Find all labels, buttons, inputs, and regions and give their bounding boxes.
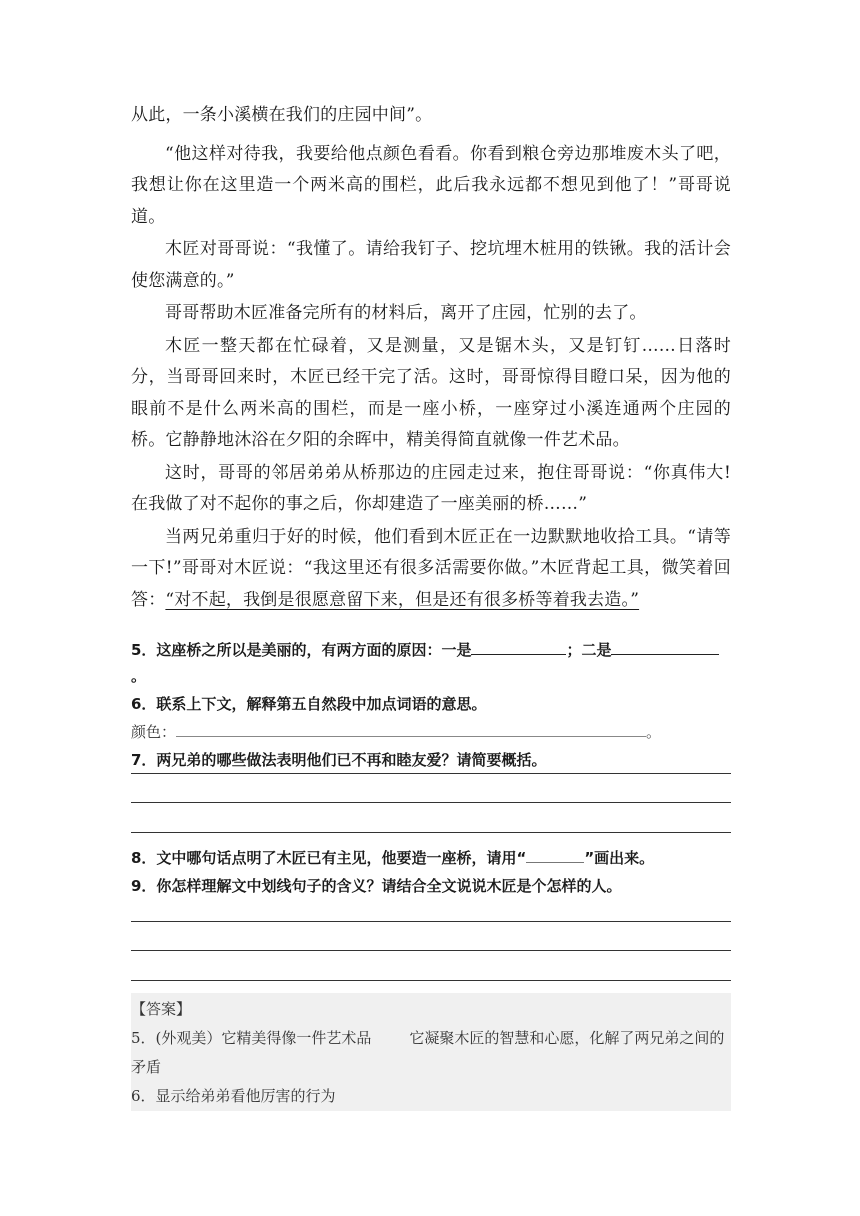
field-label: 颜色：: [131, 723, 177, 741]
question-5: [131, 637, 731, 689]
answer-blank[interactable]: [611, 640, 719, 655]
answer-section: [131, 993, 731, 1111]
answer-6: 6．显示给弟弟看他厉害的行为: [131, 1087, 336, 1105]
questions: [131, 637, 731, 773]
answer-line[interactable]: [131, 773, 731, 774]
passage-paragraph: 哥哥帮助木匠准备完所有的材料后，离开了庄园，忙别的去了。: [165, 303, 647, 323]
answer-line[interactable]: [131, 921, 731, 922]
question-6: 6．联系上下文，解释第五自然段中加点词语的意思。: [131, 695, 487, 713]
underline-sample: [526, 848, 584, 863]
field-end: 。: [646, 723, 662, 741]
question-8-text: 8．文中哪句话点明了木匠已有主见，他要造一座桥，请用“: [131, 849, 527, 867]
passage-paragraph: 木匠一整天都在忙碌着，又是测量，又是锯木头，又是钉钉……日落时分，当哥哥回来时，木匠已经干完了活。这时，哥哥惊得目瞪口呆，因为他的眼前不是什么两米高的围栏，而是一座小桥，一座穿过小溪连通两个庄园的桥。它静静地沐浴在夕阳的余晖中，精美得简直就像一件艺术品。: [131, 335, 731, 450]
answer-5-part-2: 它凝聚木匠的智慧和心愿，化解了两兄弟之间的矛盾: [131, 1029, 725, 1076]
question-5-text: 。: [131, 667, 147, 685]
answer-5-part-1: 5．(外观美）它精美得像一件艺术品: [131, 1029, 372, 1047]
underlined-sentence: “对不起，我倒是很愿意留下来，但是还有很多桥等着我去造。”: [165, 589, 640, 610]
answer-line[interactable]: [131, 980, 731, 981]
question-6-field: [131, 719, 731, 745]
questions-2: [131, 845, 731, 899]
passage-paragraph: 从此，一条小溪横在我们的庄园中间”。: [131, 105, 433, 125]
question-8: [131, 845, 731, 871]
passage-paragraph: “他这样对待我，我要给他点颜色看看。你看到粮仓旁边那堆废木头了吧，我想让你在这里造一个两米高的围栏，此后我永远都不想见到他了！”哥哥说道。: [131, 143, 731, 227]
passage-paragraph: 木匠对哥哥说：“我懂了。请给我钉子、挖坑埋木桩用的铁锹。我的活计会使您满意的。”: [131, 239, 731, 291]
passage-paragraph: [131, 522, 731, 617]
answer-blank[interactable]: [176, 722, 646, 737]
answer-blank[interactable]: [471, 640, 566, 655]
answer-line[interactable]: [131, 950, 731, 951]
answer-5: [131, 1024, 731, 1082]
answer-line[interactable]: [131, 832, 731, 833]
question-5-text: ；二是: [566, 641, 612, 659]
question-7: 7．两兄弟的哪些做法表明他们已不再和睦友爱？请简要概括。: [131, 751, 547, 769]
question-9: 9．你怎样理解文中划线句子的含义？请结合全文说说木匠是个怎样的人。: [131, 877, 622, 895]
passage: [131, 100, 731, 616]
answer-header: 【答案】: [131, 1000, 192, 1018]
question-5-text: 5．这座桥之所以是美丽的，有两方面的原因：一是: [131, 641, 472, 659]
answer-line[interactable]: [131, 802, 731, 803]
passage-paragraph: 这时，哥哥的邻居弟弟从桥那边的庄园走过来，抱住哥哥说：“你真伟大!在我做了对不起你的事之后，你却建造了一座美丽的桥……”: [131, 462, 731, 514]
passage-text: 当两兄弟重归于好的时候，他们看到木匠正在一边默默地收拾工具。“请等一下!”哥哥对木匠说：“我这里还有很多活需要你做。”木匠背起工具，微笑着回答：: [131, 526, 731, 610]
question-8-text: ”画出来。: [584, 849, 655, 867]
